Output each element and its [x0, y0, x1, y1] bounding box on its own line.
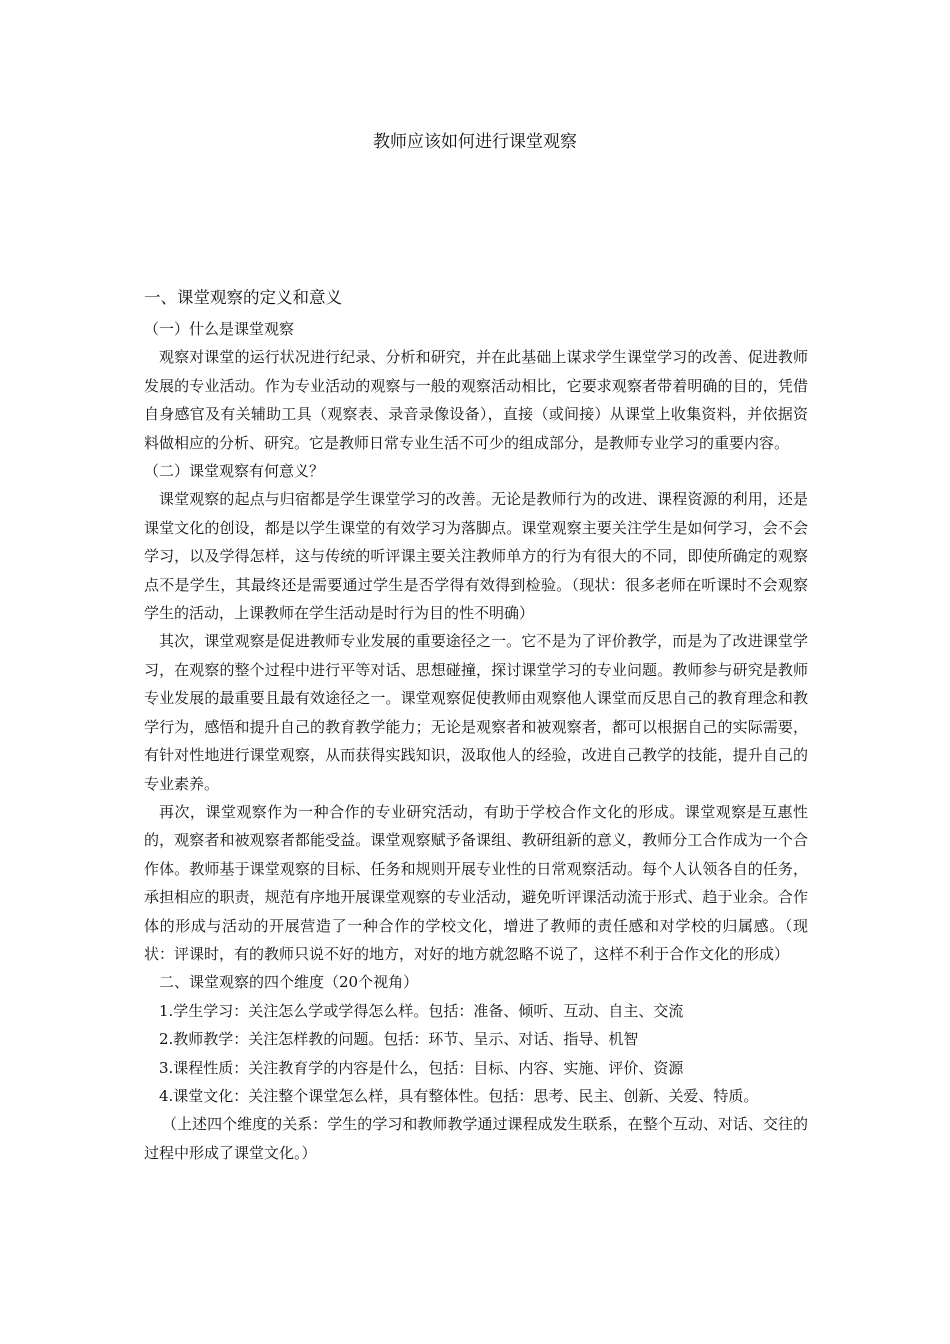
- section-1-heading: 一、课堂观察的定义和意义: [144, 288, 342, 307]
- dimension-item-2: 2.教师教学：关注怎样教的问题。包括：环节、呈示、对话、指导、机智: [159, 1030, 639, 1049]
- subsection-2-paragraph-2: 其次，课堂观察是促进教师专业发展的重要途径之一。它不是为了评价教学，而是为了改进课堂学习，在观察的整个过程中进行平等对话、思想碰撞，探讨课堂学习的专业问题。教师参与研究是教师专业发展的最重要且最有效途径之一。课堂观察促使教师由观察他人课堂而反思自己的教育理念和教学行为，感悟和提升自己的教育教学能力；无论是观察者和被观察者，都可以根据自己的实际需要，有针对性地进行课堂观察，从而获得实践知识，汲取他人的经验，改进自己教学的技能，提升自己的专业素养。: [144, 632, 808, 793]
- subsection-1-heading: （一）什么是课堂观察: [144, 320, 295, 338]
- subsection-2-paragraph-1: 课堂观察的起点与归宿都是学生课堂学习的改善。无论是教师行为的改进、课程资源的利用，还是课堂文化的创设，都是以学生课堂的有效学习为落脚点。课堂观察主要关注学生是如何学习，会不会学习，以及学得怎样，这与传统的听评课主要关注教师单方的行为有很大的不同，即使所确定的观察点不是学生，其最终还是需要通过学生是否学得有效得到检验。（现状：很多老师在听课时不会观察学生的活动，上课教师在学生活动是时行为目的性不明确）: [144, 490, 808, 623]
- subsection-2-paragraph-3: 再次，课堂观察作为一种合作的专业研究活动，有助于学校合作文化的形成。课堂观察是互惠性的，观察者和被观察者都能受益。课堂观察赋予备课组、教研组新的意义，教师分工合作成为一个合作体。教师基于课堂观察的目标、任务和规则开展专业性的日常观察活动。每个人认领各自的任务，承担相应的职责，规范有序地开展课堂观察的专业活动，避免听评课活动流于形式、趋于业余。合作体的形成与活动的开展营造了一种合作的学校文化，增进了教师的责任感和对学校的归属感。（现状：评课时，有的教师只说不好的地方，对好的地方就忽略不说了，这样不利于合作文化的形成）: [144, 802, 808, 963]
- dimensions-relationship-note: （上述四个维度的关系：学生的学习和教师教学通过课程成发生联系，在整个互动、对话、交往的过程中形成了课堂文化。）: [144, 1115, 808, 1162]
- document-title: 教师应该如何进行课堂观察: [373, 132, 577, 152]
- dimension-item-3: 3.课程性质：关注教育学的内容是什么，包括：目标、内容、实施、评价、资源: [159, 1058, 684, 1077]
- dimension-item-4: 4.课堂文化：关注整个课堂怎么样，具有整体性。包括：思考、民主、创新、关爱、特质。: [159, 1086, 759, 1105]
- document-body: [144, 282, 808, 1167]
- subsection-2-heading: （二）课堂观察有何意义？: [144, 462, 325, 481]
- subsection-1-paragraph: 观察对课堂的运行状况进行纪录、分析和研究，并在此基础上谋求学生课堂学习的改善、促进教师发展的专业活动。作为专业活动的观察与一般的观察活动相比，它要求观察者带着明确的目的，凭借自身感官及有关辅助工具（观察表、录音录像设备），直接（或间接）从课堂上收集资料，并依据资料做相应的分析、研究。它是教师日常专业生活不可少的组成部分，是教师专业学习的重要内容。: [144, 348, 808, 452]
- section-2-heading: 二、课堂观察的四个维度（20个视角）: [159, 973, 419, 992]
- dimension-item-1: 1.学生学习：关注怎么学或学得怎么样。包括：准备、倾听、互动、自主、交流: [159, 1001, 684, 1020]
